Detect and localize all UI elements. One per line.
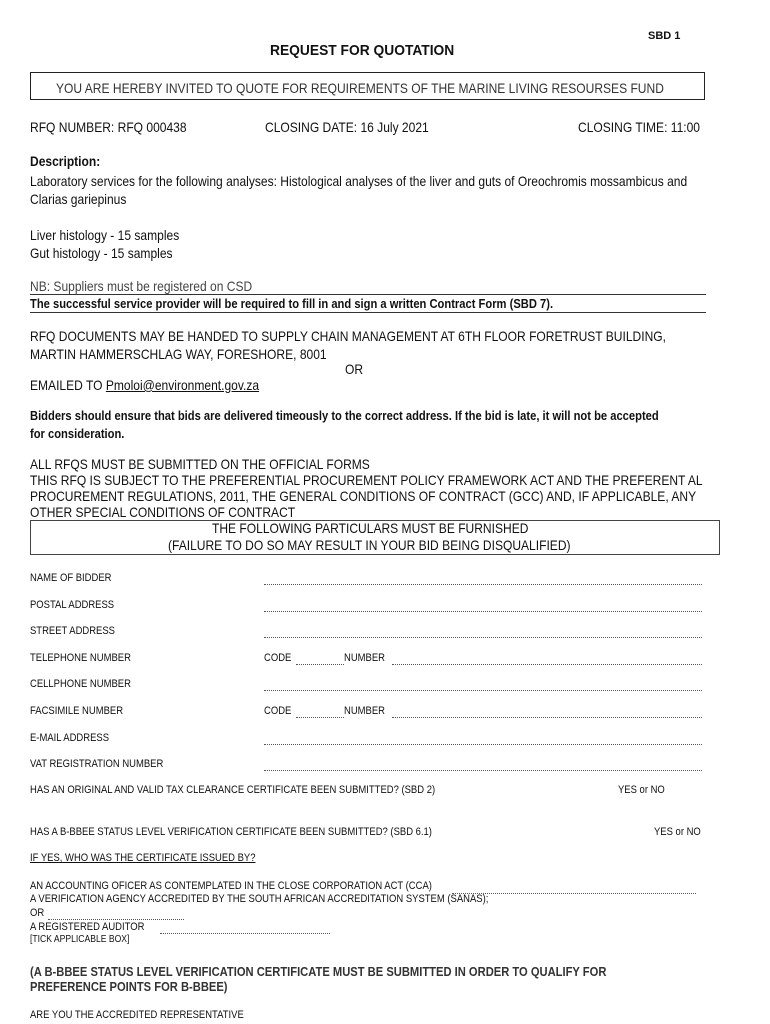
invitation-text: YOU ARE HEREBY INVITED TO QUOTE FOR REQUIREMENTS OF THE MARINE LIVING RESOURSES FUND (56, 80, 664, 96)
rules-line-3: PROCUREMENT REGULATIONS, 2011, THE GENERAL CONDITIONS OF CONTRACT (GCC) AND, IF APPLICABLE, ANY (30, 488, 697, 504)
description-line-2: Clarias gariepinus (30, 191, 127, 207)
code-input[interactable] (296, 663, 344, 665)
field-input[interactable] (264, 769, 702, 771)
email-prefix: EMAILED TO (30, 377, 106, 393)
delivery-line-1: RFQ DOCUMENTS MAY BE HANDED TO SUPPLY CHAIN MANAGEMENT AT 6TH FLOOR FORETRUST BUILDING, (30, 328, 666, 344)
particulars-line-2: (FAILURE TO DO SO MAY RESULT IN YOUR BID BEING DISQUALIFIED) (168, 537, 571, 553)
contract-note: The successful service provider will be required to fill in and sign a written Contract Form (SBD 7). (30, 296, 554, 311)
number-label: NUMBER (344, 705, 385, 717)
email-line (30, 377, 259, 393)
field-input[interactable] (264, 583, 702, 585)
description-line-1: Laboratory services for the following analyses: Histological analyses of the liver and guts of Oreochromis mossambicus and (30, 173, 688, 189)
closing-date: CLOSING DATE: 16 July 2021 (265, 119, 429, 135)
field-label: TELEPHONE NUMBER (30, 652, 131, 664)
particulars-line-1: THE FOLLOWING PARTICULARS MUST BE FURNISHED (212, 520, 529, 536)
csd-note: NB: Suppliers must be registered on CSD (30, 278, 253, 294)
rules-line-1: ALL RFQS MUST BE SUBMITTED ON THE OFFICIAL FORMS (30, 456, 370, 472)
divider-line (30, 294, 706, 295)
tax-answer[interactable]: YES or NO (618, 784, 665, 796)
page-title: REQUEST FOR QUOTATION (270, 42, 455, 59)
issuer-line-2: A VERIFICATION AGENCY ACCREDITED BY THE SOUTH AFRICAN ACCREDITATION SYSTEM (SANAS); (30, 893, 489, 905)
rfq-number: RFQ NUMBER: RFQ 000438 (30, 119, 187, 135)
issuer-line-3-blank[interactable] (48, 918, 184, 920)
description-item-gut: Gut histology - 15 samples (30, 245, 173, 261)
number-input[interactable] (392, 716, 702, 718)
rules-line-2: THIS RFQ IS SUBJECT TO THE PREFERENTIAL PROCUREMENT POLICY FRAMEWORK ACT AND THE PREFERENT AL (30, 472, 703, 488)
field-label: E-MAIL ADDRESS (30, 732, 110, 744)
number-input[interactable] (392, 663, 702, 665)
email-link[interactable]: Pmoloi@environment.gov.za (105, 377, 260, 393)
bidders-note-line-2: for consideration. (30, 426, 125, 441)
field-input[interactable] (264, 610, 702, 612)
field-label: VAT REGISTRATION NUMBER (30, 758, 164, 770)
field-label: CELLPHONE NUMBER (30, 678, 131, 690)
description-item-liver: Liver histology - 15 samples (30, 227, 180, 243)
field-label: POSTAL ADDRESS (30, 599, 115, 611)
tax-question: HAS AN ORIGINAL AND VALID TAX CLEARANCE CERTIFICATE BEEN SUBMITTED? (SBD 2) (30, 784, 436, 796)
field-input[interactable] (264, 636, 702, 638)
representative-question: ARE YOU THE ACCREDITED REPRESENTATIVE (30, 1009, 244, 1021)
tick-instruction: [TICK APPLICABLE BOX] (30, 934, 130, 945)
description-heading: Description: (30, 153, 101, 169)
rules-line-4: OTHER SPECIAL CONDITIONS OF CONTRACT (30, 504, 296, 520)
code-label: CODE (264, 652, 292, 664)
issuer-line-4-blank[interactable] (160, 932, 330, 934)
bidders-note-line-1: Bidders should ensure that bids are delivered timeously to the correct address. If the bid is late, it will not be accepted (30, 408, 659, 423)
number-label: NUMBER (344, 652, 385, 664)
bbbee-warning-line-1: (A B-BBEE STATUS LEVEL VERIFICATION CERTIFICATE MUST BE SUBMITTED IN ORDER TO QUALIFY FOR (30, 964, 607, 979)
bbbee-warning-line-2: PREFERENCE POINTS FOR B-BBEE) (30, 979, 228, 994)
field-input[interactable] (264, 689, 702, 691)
field-input[interactable] (264, 743, 702, 745)
bbbee-answer[interactable]: YES or NO (654, 826, 701, 838)
issuer-line-4: A REGISTERED AUDITOR (30, 921, 145, 933)
code-input[interactable] (296, 716, 344, 718)
divider-line (30, 312, 706, 313)
field-label: FACSIMILE NUMBER (30, 705, 124, 717)
issuer-line-1: AN ACCOUNTING OFICER AS CONTEMPLATED IN THE CLOSE CORPORATION ACT (CCA) (30, 880, 432, 892)
field-label: STREET ADDRESS (30, 625, 115, 637)
delivery-or: OR (345, 361, 364, 377)
issuer-line-1-blank[interactable] (452, 892, 696, 894)
bbbee-question: HAS A B-BBEE STATUS LEVEL VERIFICATION CERTIFICATE BEEN SUBMITTED? (SBD 6.1) (30, 826, 432, 838)
closing-time: CLOSING TIME: 11:00 (578, 119, 701, 135)
issuer-line-3: OR (30, 907, 45, 919)
form-code: SBD 1 (648, 30, 681, 42)
issued-by-question: IF YES, WHO WAS THE CERTIFICATE ISSUED BY? (30, 852, 256, 864)
code-label: CODE (264, 705, 292, 717)
field-label: NAME OF BIDDER (30, 572, 112, 584)
delivery-line-2: MARTIN HAMMERSCHLAG WAY, FORESHORE, 8001 (30, 346, 327, 362)
